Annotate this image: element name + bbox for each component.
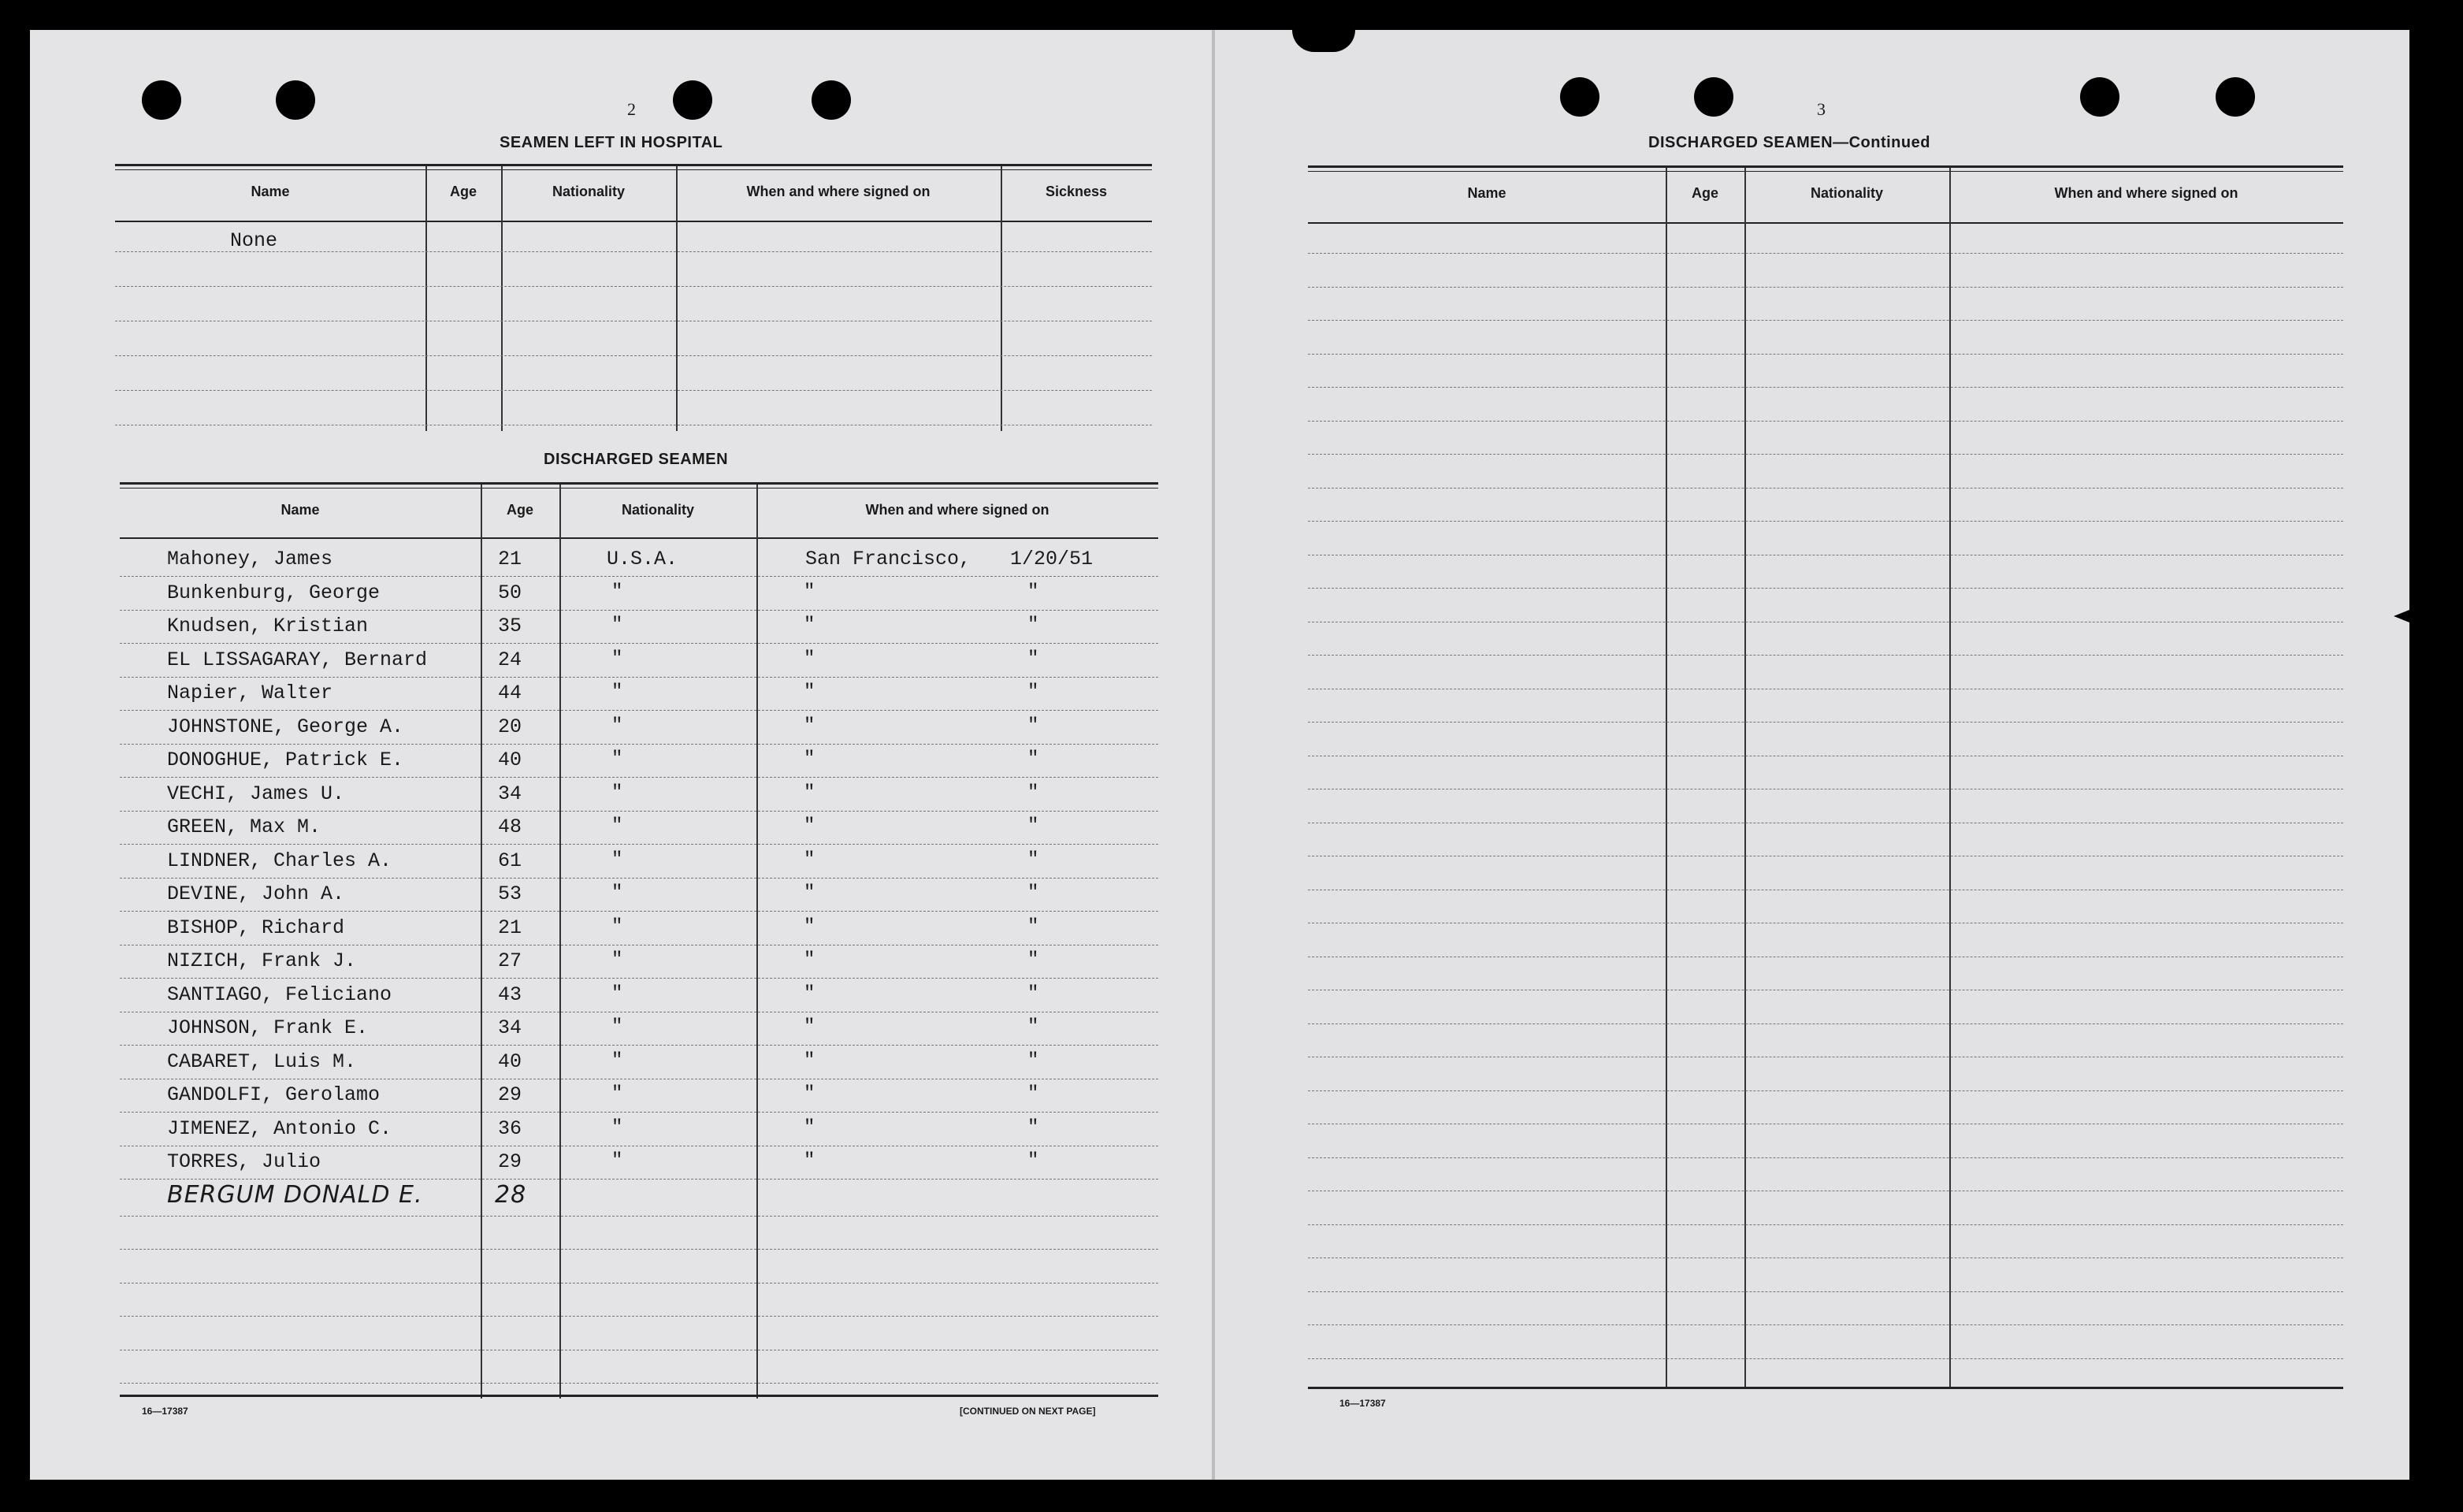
ditto-mark: "	[1027, 749, 1039, 770]
form-code: 16—17387	[1339, 1398, 1386, 1409]
seaman-name: CABARET, Luis M.	[167, 1049, 357, 1073]
seaman-name: Knudsen, Kristian	[167, 615, 369, 637]
ditto-mark: "	[804, 782, 815, 804]
ditto-mark: "	[1027, 882, 1039, 904]
seaman-age: 35	[498, 615, 522, 637]
hospital-entry-none: None	[230, 229, 278, 252]
seaman-nationality: U.S.A.	[607, 548, 678, 570]
seaman-age: 43	[498, 983, 522, 1006]
seaman-age: 48	[498, 815, 522, 838]
ditto-mark: "	[804, 648, 815, 670]
col-header-nationality: Nationality	[1810, 185, 1883, 201]
seaman-age: 50	[498, 581, 522, 604]
ditto-mark: "	[611, 581, 623, 603]
punch-hole	[673, 80, 712, 120]
ditto-mark: "	[611, 1016, 623, 1038]
seaman-age: 44	[498, 682, 522, 704]
ditto-mark: "	[1027, 1083, 1039, 1105]
seaman-name: JOHNSON, Frank E.	[167, 1016, 369, 1039]
seaman-name: LINDNER, Charles A.	[167, 849, 392, 872]
ditto-mark: "	[611, 815, 623, 837]
ditto-mark: "	[1027, 949, 1039, 971]
seaman-age: 40	[498, 1049, 522, 1073]
ditto-mark: "	[1027, 1049, 1039, 1072]
seaman-name: GANDOLFI, Gerolamo	[167, 1083, 381, 1106]
punch-hole	[812, 80, 851, 120]
left-bottom-rule	[120, 1395, 1158, 1397]
ditto-mark: "	[611, 715, 623, 737]
handwritten-seaman-age: 28	[495, 1180, 527, 1209]
col-header-age: Age	[506, 502, 533, 518]
discharged-continued-title: DISCHARGED SEAMEN—Continued	[1648, 134, 1930, 151]
handwritten-seaman-name: BERGUM DONALD E.	[167, 1180, 423, 1209]
ditto-mark: "	[804, 581, 815, 603]
seaman-age: 29	[498, 1150, 522, 1173]
seaman-name: NIZICH, Frank J.	[167, 949, 357, 972]
ditto-mark: "	[611, 615, 623, 636]
ditto-mark: "	[804, 1049, 815, 1072]
punch-hole	[1694, 77, 1733, 117]
seaman-name: DEVINE, John A.	[167, 882, 345, 905]
ditto-mark: "	[611, 1150, 623, 1172]
discharged-table	[120, 482, 1158, 1399]
seaman-name: BISHOP, Richard	[167, 916, 345, 939]
seaman-age: 61	[498, 849, 522, 872]
continued-note: [CONTINUED ON NEXT PAGE]	[960, 1406, 1096, 1417]
seaman-age: 34	[498, 782, 522, 805]
ditto-mark: "	[804, 949, 815, 971]
seaman-name: JIMENEZ, Antonio C.	[167, 1116, 392, 1140]
form-code: 16—17387	[142, 1406, 188, 1417]
punch-hole	[276, 80, 315, 120]
ditto-mark: "	[1027, 1150, 1039, 1172]
ditto-mark: "	[1027, 983, 1039, 1005]
col-header-nationality: Nationality	[621, 502, 694, 518]
ditto-mark: "	[804, 983, 815, 1005]
ditto-mark: "	[804, 682, 815, 703]
ditto-mark: "	[804, 1150, 815, 1172]
ditto-mark: "	[611, 682, 623, 703]
ditto-mark: "	[611, 648, 623, 670]
col-header-sickness: Sickness	[1045, 184, 1108, 199]
page-spine	[1212, 30, 1215, 1480]
seaman-age: 24	[498, 648, 522, 671]
ditto-mark: "	[1027, 849, 1039, 871]
ditto-mark: "	[611, 983, 623, 1005]
punch-hole	[142, 80, 181, 120]
ditto-mark: "	[804, 1083, 815, 1105]
ditto-mark: "	[1027, 1116, 1039, 1139]
right-bottom-rule	[1308, 1387, 2343, 1389]
seaman-age: 53	[498, 882, 522, 905]
punch-hole	[2080, 77, 2119, 117]
punch-hole	[2216, 77, 2255, 117]
seaman-name: Mahoney, James	[167, 548, 333, 570]
seaman-age: 20	[498, 715, 522, 738]
col-header-signed-on: When and where signed on	[2054, 185, 2238, 201]
ditto-mark: "	[611, 1116, 623, 1139]
discharged-continued-table	[1308, 165, 2343, 1389]
col-header-name: Name	[280, 502, 320, 518]
seaman-age: 21	[498, 916, 522, 939]
col-header-signed-on: When and where signed on	[746, 184, 931, 199]
col-header-age: Age	[449, 184, 477, 199]
seaman-age: 40	[498, 749, 522, 771]
seaman-age: 29	[498, 1083, 522, 1106]
hospital-table	[115, 164, 1152, 431]
seaman-age: 34	[498, 1016, 522, 1039]
ditto-mark: "	[611, 949, 623, 971]
ditto-mark: "	[1027, 1016, 1039, 1038]
signed-on-date: 1/20/51	[1010, 548, 1094, 570]
seaman-age: 27	[498, 949, 522, 972]
discharged-section-title: DISCHARGED SEAMEN	[544, 451, 729, 468]
page-number: 3	[1817, 99, 1826, 119]
ditto-mark: "	[804, 1016, 815, 1038]
ditto-mark: "	[804, 916, 815, 938]
col-header-name: Name	[1467, 185, 1506, 201]
ditto-mark: "	[1027, 581, 1039, 603]
seaman-name: JOHNSTONE, George A.	[167, 715, 404, 738]
seaman-age: 21	[498, 548, 522, 570]
seaman-name: EL LISSAGARAY, Bernard	[167, 648, 428, 671]
ditto-mark: "	[611, 1049, 623, 1072]
ditto-mark: "	[804, 815, 815, 837]
punch-hole	[1560, 77, 1599, 117]
signed-on-place: San Francisco,	[805, 548, 971, 570]
ditto-mark: "	[804, 1116, 815, 1139]
seaman-name: SANTIAGO, Feliciano	[167, 983, 392, 1006]
seaman-name: Napier, Walter	[167, 682, 333, 704]
ditto-mark: "	[1027, 648, 1039, 670]
ditto-mark: "	[1027, 782, 1039, 804]
ditto-mark: "	[1027, 615, 1039, 636]
ditto-mark: "	[1027, 916, 1039, 938]
hospital-section-title: SEAMEN LEFT IN HOSPITAL	[500, 134, 723, 151]
ditto-mark: "	[611, 882, 623, 904]
col-header-signed-on: When and where signed on	[865, 502, 1049, 518]
ditto-mark: "	[611, 749, 623, 770]
ditto-mark: "	[1027, 682, 1039, 703]
ditto-mark: "	[611, 782, 623, 804]
seaman-name: DONOGHUE, Patrick E.	[167, 749, 404, 771]
ditto-mark: "	[804, 615, 815, 636]
ditto-mark: "	[611, 1083, 623, 1105]
ditto-mark: "	[1027, 815, 1039, 837]
ditto-mark: "	[611, 916, 623, 938]
ditto-mark: "	[611, 849, 623, 871]
col-header-age: Age	[1691, 185, 1718, 201]
col-header-name: Name	[251, 184, 290, 199]
ditto-mark: "	[804, 882, 815, 904]
seaman-name: TORRES, Julio	[167, 1150, 321, 1173]
page-number: 2	[627, 99, 636, 119]
seaman-name: VECHI, James U.	[167, 782, 345, 805]
seaman-name: GREEN, Max M.	[167, 815, 321, 838]
ditto-mark: "	[804, 715, 815, 737]
ditto-mark: "	[804, 849, 815, 871]
ditto-mark: "	[804, 749, 815, 770]
col-header-nationality: Nationality	[552, 184, 625, 199]
seaman-name: Bunkenburg, George	[167, 581, 381, 604]
ditto-mark: "	[1027, 715, 1039, 737]
seaman-age: 36	[498, 1116, 522, 1140]
